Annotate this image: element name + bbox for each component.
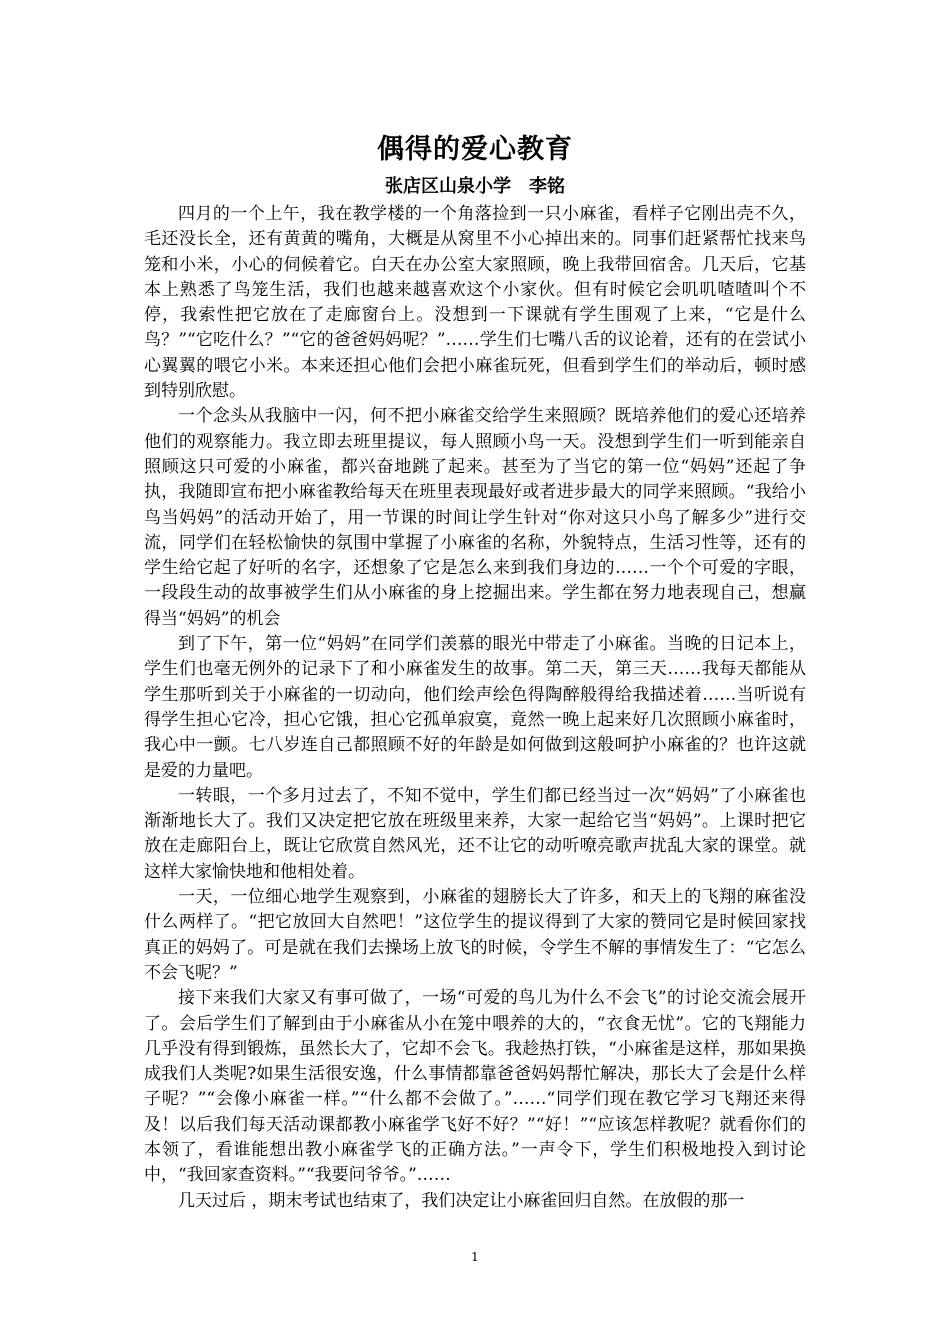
- article-body: [144, 202, 806, 1214]
- paragraph-6: 接下来我们大家又有事可做了，一场“可爱的鸟儿为什么不会飞”的讨论交流会展开了。会后学生们了解到由于小麻雀从小在笼中喂养的大的，“衣食无忧”。它的飞翔能力几乎没有得到锻炼，虽然长大了，它却不会飞。我趁热打铁，“小麻雀是这样，那如果换成我们人类呢?如果生活很安逸，什么事情都靠爸爸妈妈帮忙解决，那长大了会是什么样子呢？”“会像小麻雀一样。”“什么都不会做了。”……“同学们现在教它学习飞翔还来得及！以后我们每天活动课都教小麻雀学飞好不好？”“好！”“应该怎样教呢？就看你们的本领了，看谁能想出教小麻雀学飞的正确方法。”一声令下，学生们积极地投入到讨论中，“我回家查资料。”“我要问爷爷。”……: [144, 988, 806, 1186]
- paragraph-3: 到了下午，第一位“妈妈”在同学们羡慕的眼光中带走了小麻雀。当晚的日记本上，学生们也毫无例外的记录下了和小麻雀发生的故事。第二天，第三天……我每天都能从学生那听到关于小麻雀的一切动向，他们绘声绘色得陶醉般得给我描述着……当听说有得学生担心它冷，担心它饿，担心它孤单寂寞，竟然一晚上起来好几次照顾小麻雀时，我心中一颤。七八岁连自己都照顾不好的年龄是如何做到这般呵护小麻雀的？也许这就是爱的力量吧。: [144, 634, 806, 781]
- paragraph-1: 四月的一个上午，我在教学楼的一个角落捡到一只小麻雀，看样子它刚出壳不久，毛还没长全，还有黄黄的嘴角，大概是从窝里不小心掉出来的。同事们赶紧帮忙找来鸟笼和小米，小心的伺候着它。白天在办公室大家照顾，晚上我带回宿舍。几天后，它基本上熟悉了鸟笼生活，我们也越来越喜欢这个小家伙。但有时候它会叽叽喳喳叫个不停，我索性把它放在了走廊窗台上。没想到一下课就有学生围观了上来，“它是什么鸟？”“它吃什么？”“它的爸爸妈妈呢？”……学生们七嘴八舌的议论着，还有的在尝试小心翼翼的喂它小米。本来还担心他们会把小麻雀玩死，但看到学生们的举动后，顿时感到特别欣慰。: [144, 204, 806, 402]
- paragraph-4: 一转眼，一个多月过去了，不知不觉中，学生们都已经当过一次“妈妈”了小麻雀也渐渐地长大了。我们又决定把它放在班级里来养，大家一起给它当“妈妈”。上课时把它放在走廊阳台上，既让它欣赏自然风光，还不让它的动听嘹亮歌声扰乱大家的课堂。就这样大家愉快地和他相处着。: [144, 785, 806, 882]
- paragraph-7: 几天过后 ，期末考试也结束了，我们决定让小麻雀回归自然。在放假的那一: [178, 1190, 745, 1211]
- author-byline: 张店区山泉小学 李铭: [385, 176, 565, 197]
- page-number: 1: [471, 1250, 479, 1264]
- paragraph-2: 一个念头从我脑中一闪，何不把小麻雀交给学生来照顾？既培养他们的爱心还培养他们的观察能力。我立即去班里提议，每人照顾小鸟一天。没想到学生们一听到能亲自照顾这只可爱的小麻雀，都兴奋地跳了起来。甚至为了当它的第一位“妈妈”还起了争执，我随即宣布把小麻雀教给每天在班里表现最好或者进步最大的同学来照顾。“我给小鸟当妈妈”的活动开始了，用一节课的时间让学生针对“你对这只小鸟了解多少”进行交流，同学们在轻松愉快的氛围中掌握了小麻雀的名称，外貌特点，生活习性等，还有的学生给它起了好听的名字，还想象了它是怎么来到我们身边的……一个个可爱的字眼，一段段生动的故事被学生们从小麻雀的身上挖掘出来。学生都在努力地表现自己，想赢得当“妈妈”的机会: [144, 406, 806, 629]
- paragraph-5: 一天，一位细心地学生观察到，小麻雀的翅膀长大了许多，和天上的飞翔的麻雀没什么两样了。“把它放回大自然吧！”这位学生的提议得到了大家的赞同它是时候回家找真正的妈妈了。可是就在我们去操场上放飞的时候，令学生不解的事情发生了：“它怎么不会飞呢？”: [144, 887, 806, 983]
- document-title: 偶得的爱心教育: [377, 134, 573, 165]
